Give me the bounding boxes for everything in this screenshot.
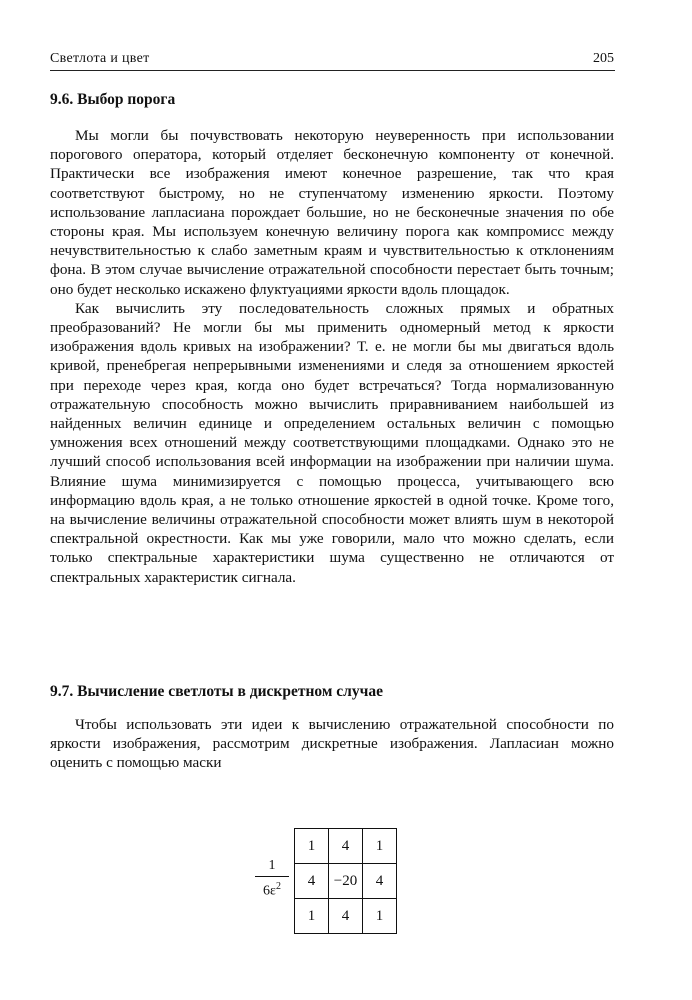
paragraph: Чтобы использовать эти идеи к вычислению отражательной способности по яркости изображения, рассмотрим дискретные изображения. Лапласиан можно оценить с помощью маски xyxy=(50,716,614,772)
mask-cell: 4 xyxy=(363,864,397,899)
mask-cell: 1 xyxy=(363,899,397,934)
page-number: 205 xyxy=(593,51,614,66)
paragraph: Как вычислить эту последовательность сложных прямых и обратных преобразований? Не могли бы мы применить одномерный метод к яркости изображения вдоль кривых на изображении? Т. е. не могли бы мы двигаться вдоль кривой, пренебрегая непрерывными изменениями и следя за отношением яркостей при переходе через края, когда оно будет встречаться? Тогда нормализованную отражательную способность можно вычислить приравниванием наибольшей из найденных величин единице и определением остальных величин с помощью умножения всех отношений между соответствующими площадками. Однако это не лучший способ использования всей информации на изображении при наличии шума. Влияние шума минимизируется с помощью процесса, учитывающего всю информацию вдоль края, а не только отношение яркостей в одной точке. Кроме того, на вычисление величины отражательной способности может влиять шум в некоторой спектральной окрестности. Как мы уже говорили, мало что можно сделать, если только спектральные характеристики шума существенно не отличаются от спектральных характеристик сигнала. xyxy=(50,299,614,586)
mask-cell: −20 xyxy=(329,864,363,899)
mask-cell: 1 xyxy=(295,899,329,934)
section-title-9-7: 9.7. Вычисление светлоты в дискретном случае xyxy=(50,683,383,700)
mask-cell: 1 xyxy=(363,829,397,864)
fraction-numerator: 1 xyxy=(268,858,276,873)
denominator-base: 6ε xyxy=(263,883,276,899)
mask-matrix xyxy=(294,828,397,934)
header-rule xyxy=(50,70,615,71)
mask-cell: 1 xyxy=(295,829,329,864)
section-9-6-body xyxy=(50,126,614,587)
section-title-9-6: 9.6. Выбор порога xyxy=(50,91,176,108)
mask-row xyxy=(295,899,397,934)
mask-row xyxy=(295,864,397,899)
running-title: Светлота и цвет xyxy=(50,51,150,66)
mask-cell: 4 xyxy=(329,899,363,934)
denominator-exponent: 2 xyxy=(275,881,281,892)
mask-row xyxy=(295,829,397,864)
fraction-bar xyxy=(255,876,289,877)
laplacian-mask-formula xyxy=(255,828,405,938)
mask-cell: 4 xyxy=(329,829,363,864)
fraction-denominator xyxy=(255,879,289,900)
section-9-7-body xyxy=(50,715,614,773)
mask-cell: 4 xyxy=(295,864,329,899)
paragraph: Мы могли бы почувствовать некоторую неуверенность при использовании порогового оператора, который отделяет бесконечную компоненту от конечной. Практически все изображения имеют конечное разрешение, так что края соответствуют быстрому, но не ступенчатому изменению яркости. Поэтому использование лапласиана порождает большие, но не бесконечные значения по обе стороны края. Мы используем конечную величину порога как компромисс между нечувствительностью к слабо заметным краям и чувствительностью к отклонениям фона. В этом случае вычисление отражательной способности перестает быть точным; оно будет несколько искажено флуктуациями яркости вдоль площадок. xyxy=(50,127,614,298)
scale-fraction xyxy=(255,858,289,900)
